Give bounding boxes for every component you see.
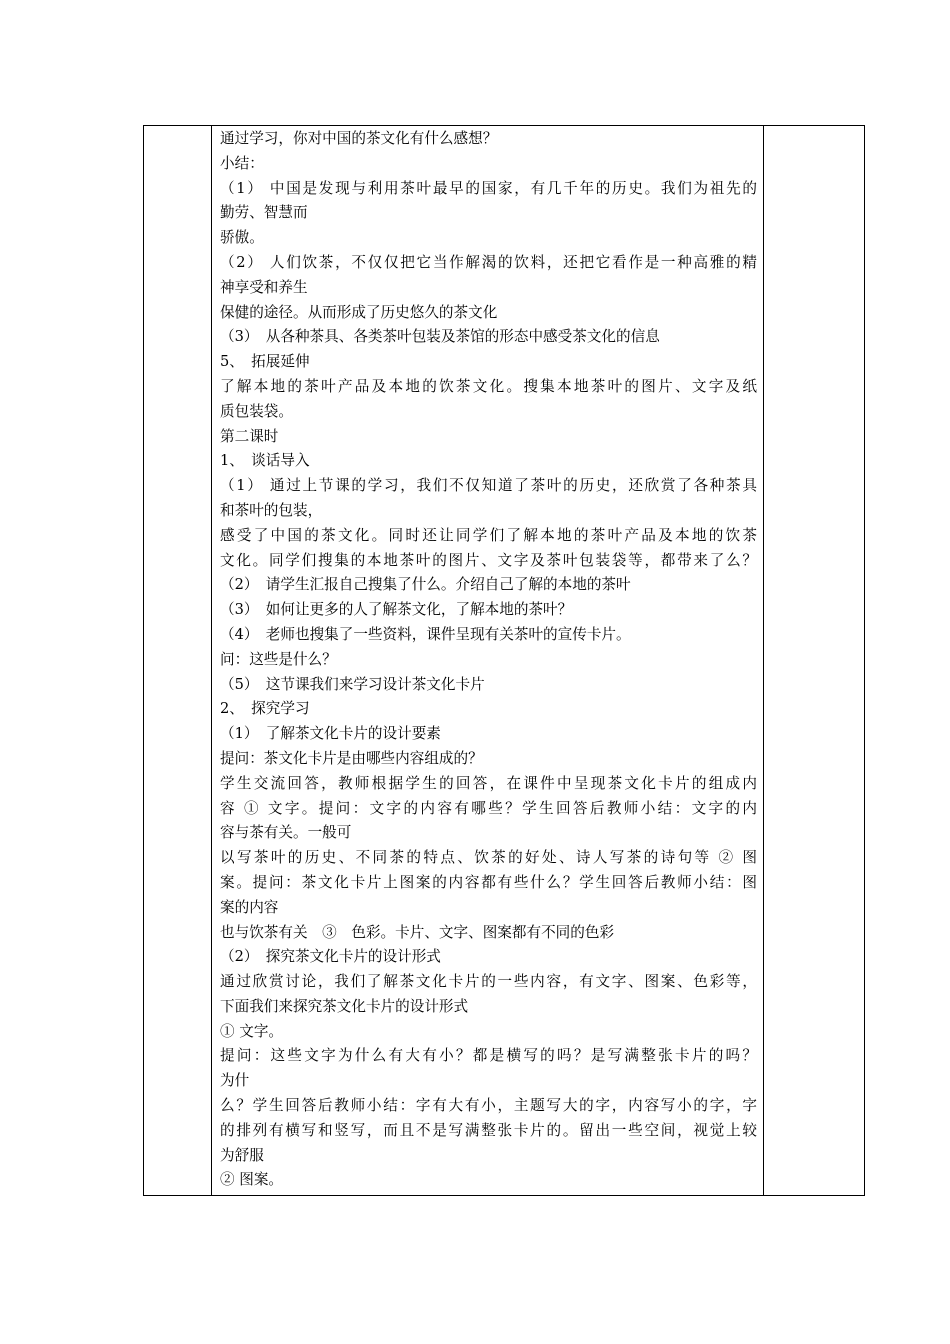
text-line: （3） 如何让更多的人了解茶文化，了解本地的茶叶？ bbox=[220, 601, 573, 619]
text-line: （5） 这节课我们来学习设计茶文化卡片 bbox=[220, 675, 485, 693]
main-content-cell bbox=[212, 126, 764, 1196]
text-line: 提问：茶文化卡片是由哪些内容组成的？ bbox=[220, 749, 483, 767]
text-line: （4） 老师也搜集了一些资料，课件呈现有关茶叶的宣传卡片。 bbox=[220, 625, 631, 643]
text-line: （2） 请学生汇报自己搜集了什么。介绍自己了解的本地的茶叶 bbox=[220, 576, 631, 594]
text-line: 案。提问：茶文化卡片上图案的内容都有些什么？学生回答后教师小结：图 bbox=[220, 873, 757, 891]
text-line: 2、 探究学习 bbox=[220, 700, 310, 718]
text-line: 勤劳、智慧而 bbox=[220, 204, 308, 222]
text-line: （2） 人们饮茶，不仅仅把它当作解渴的饮料，还把它看作是一种高雅的精 bbox=[220, 253, 757, 271]
right-column-cell bbox=[764, 126, 865, 1196]
text-line: 通过学习，你对中国的茶文化有什么感想？ bbox=[220, 130, 498, 147]
text-line: 案的内容 bbox=[220, 898, 279, 916]
text-line: 第二课时 bbox=[220, 427, 279, 445]
text-line: （3） 从各种茶具、各类茶叶包装及茶馆的形态中感受茶文化的信息 bbox=[220, 328, 660, 346]
text-line: 质包装袋。 bbox=[220, 402, 293, 420]
text-line: 神享受和养生 bbox=[220, 278, 308, 296]
text-line: 为什 bbox=[220, 1072, 250, 1090]
text-line: 容与茶有关。一般可 bbox=[220, 824, 352, 842]
text-line: 的排列有横写和竖写，而且不是写满整张卡片的。留出一些空间，视觉上较 bbox=[220, 1121, 757, 1139]
text-line: 文化。同学们搜集的本地茶叶的图片、文字及茶叶包装袋等，都带来了么？ bbox=[220, 551, 757, 569]
text-line: 1、 谈话导入 bbox=[220, 452, 310, 470]
text-line: （1） 通过上节课的学习，我们不仅知道了茶叶的历史，还欣赏了各种茶具 bbox=[220, 477, 757, 495]
text-line: ① 文字。 bbox=[220, 1022, 284, 1040]
text-line: 感受了中国的茶文化。同时还让同学们了解本地的茶叶产品及本地的饮茶 bbox=[220, 526, 757, 544]
text-line: （1） 了解茶文化卡片的设计要素 bbox=[220, 725, 441, 743]
text-line: 容 ① 文字。提问：文字的内容有哪些？学生回答后教师小结：文字的内 bbox=[220, 799, 757, 817]
text-line: 骄傲。 bbox=[220, 229, 264, 247]
text-line: 和茶叶的包装， bbox=[220, 501, 323, 519]
text-line: 为舒服 bbox=[220, 1146, 264, 1164]
text-line: 也与饮茶有关 ③ 色彩。卡片、文字、图案都有不同的色彩 bbox=[220, 923, 615, 941]
text-line: 学生交流回答，教师根据学生的回答，在课件中呈现茶文化卡片的组成内 bbox=[220, 774, 757, 792]
text-line: 保健的途径。从而形成了历史悠久的茶文化 bbox=[220, 303, 498, 321]
text-line: 问：这些是什么？ bbox=[220, 650, 337, 668]
text-line: （2） 探究茶文化卡片的设计形式 bbox=[220, 948, 441, 966]
text-line: 小结： bbox=[220, 154, 264, 172]
text-line: 提问：这些文字为什么有大有小？都是横写的吗？是写满整张卡片的吗？ bbox=[220, 1047, 757, 1065]
text-line: 么？学生回答后教师小结：字有大有小，主题写大的字，内容写小的字，字 bbox=[220, 1097, 757, 1115]
text-line: 下面我们来探究茶文化卡片的设计形式 bbox=[220, 997, 469, 1015]
table-row bbox=[144, 126, 865, 1196]
lesson-plan-table bbox=[143, 125, 865, 1196]
left-column-cell bbox=[144, 126, 212, 1196]
text-line: 了解本地的茶叶产品及本地的饮茶文化。搜集本地茶叶的图片、文字及纸 bbox=[220, 377, 757, 395]
lesson-text bbox=[212, 126, 763, 1193]
text-line: 以写茶叶的历史、不同茶的特点、饮茶的好处、诗人写茶的诗句等 ② 图 bbox=[220, 849, 757, 867]
text-line: ② 图案。 bbox=[220, 1171, 284, 1189]
text-line: 通过欣赏讨论，我们了解茶文化卡片的一些内容，有文字、图案、色彩等， bbox=[220, 973, 757, 991]
text-line: （1） 中国是发现与利用茶叶最早的国家，有几千年的历史。我们为祖先的 bbox=[220, 179, 757, 197]
text-line: 5、 拓展延伸 bbox=[220, 353, 310, 371]
